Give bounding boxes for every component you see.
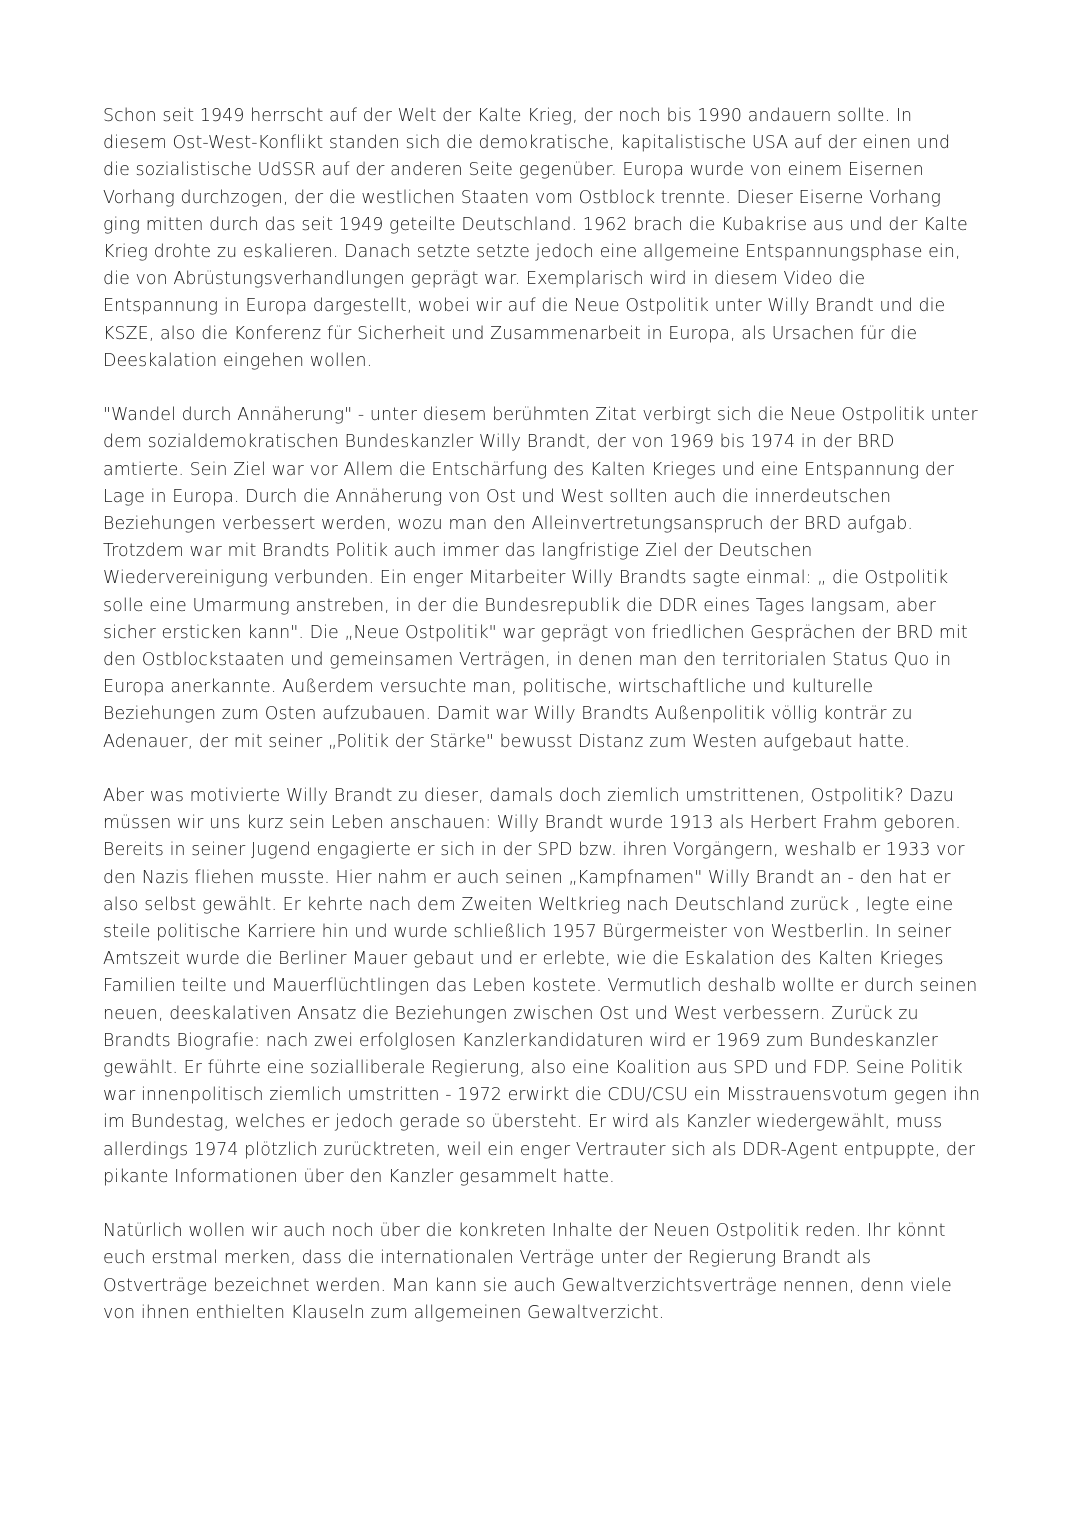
document-body <box>103 103 981 1354</box>
paragraph-intro-cold-war: Schon seit 1949 herrscht auf der Welt der Kalte Krieg, der noch bis 1990 andauern sollte. In diesem Ost-West-Konflikt standen sich die demokratische, kapitalistische USA auf der einen und die sozialistische UdSSR auf der anderen Seite gegenüber. Europa wurde von einem Eisernen Vorhang durchzogen, der die westlichen Staaten vom Ostblock trennte. Dieser Eiserne Vorhang ging mitten durch das seit 1949 geteilte Deutschland. 1962 brach die Kubakrise aus und der Kalte Krieg drohte zu eskalieren. Danach setzte setzte jedoch eine allgemeine Entspannungsphase ein, die von Abrüstungsverhandlungen geprägt war. Exemplarisch wird in diesem Video die Entspannung in Europa dargestellt, wobei wir auf die Neue Ostpolitik unter Willy Brandt und die KSZE, also die Konferenz für Sicherheit und Zusammenarbeit in Europa, als Ursachen für die Deeskalation eingehen wollen. <box>103 106 968 371</box>
paragraph-ostvertraege: Natürlich wollen wir auch noch über die konkreten Inhalte der Neuen Ostpolitik reden. Ihr könnt euch erstmal merken, dass die internationalen Verträge unter der Regierung Brandt als Ostverträge bezeichnet werden. Man kann sie auch Gewaltverzichtsverträge nennen, denn viele von ihnen enthielten Klauseln zum allgemeinen Gewaltverzicht. <box>103 1221 952 1323</box>
paragraph-willy-brandt-biography: Aber was motivierte Willy Brandt zu dieser, damals doch ziemlich umstrittenen, Ostpolitik? Dazu müssen wir uns kurz sein Leben anschauen: Willy Brandt wurde 1913 als Herbert Frahm geboren. Bereits in seiner Jugend engagierte er sich in der SPD bzw. ihren Vorgängern, weshalb er 1933 vor den Nazis fliehen musste. Hier nahm er auch seinen „Kampfnamen" Willy Brandt an - den hat er also selbst gewählt. Er kehrte nach dem Zweiten Weltkrieg nach Deutschland zurück , legte eine steile politische Karriere hin und wurde schließlich 1957 Bürgermeister von Westberlin. In seiner Amtszeit wurde die Berliner Mauer gebaut und er erlebte, wie die Eskalation des Kalten Krieges Familien teilte und Mauerflüchtlingen das Leben kostete. Vermutlich deshalb wollte er durch seinen neuen, deeskalativen Ansatz die Beziehungen zwischen Ost und West verbessern. Zurück zu Brandts Biografie: nach zwei erfolglosen Kanzlerkandidaturen wird er 1969 zum Bundeskanzler gewählt. Er führte eine sozialliberale Regierung, also eine Koalition aus SPD und FDP. Seine Politik war innenpolitisch ziemlich umstritten - 1972 erwirkt die CDU/CSU ein Misstrauensvotum gegen ihn im Bundestag, welches er jedoch gerade so übersteht. Er wird als Kanzler wiedergewählt, muss allerdings 1974 plötzlich zurücktreten, weil ein enger Vertrauter sich als DDR-Agent entpuppte, der pikante Informationen über den Kanzler gesammelt hatte. <box>103 786 981 1187</box>
paragraph-neue-ostpolitik: "Wandel durch Annäherung" - unter diesem berühmten Zitat verbirgt sich die Neue Ostpolitik unter dem sozialdemokratischen Bundeskanzler Willy Brandt, der von 1969 bis 1974 in der BRD amtierte. Sein Ziel war vor Allem die Entschärfung des Kalten Krieges und eine Entspannung der Lage in Europa. Durch die Annäherung von Ost und West sollten auch die innerdeutschen Beziehungen verbessert werden, wozu man den Alleinvertretungsanspruch der BRD aufgab. Trotzdem war mit Brandts Politik auch immer das langfristige Ziel der Deutschen Wiedervereinigung verbunden. Ein enger Mitarbeiter Willy Brandts sagte einmal: „ die Ostpolitik solle eine Umarmung anstreben, in der die Bundesrepublik die DDR eines Tages langsam, aber sicher ersticken kann". Die „Neue Ostpolitik" war geprägt von friedlichen Gesprächen der BRD mit den Ostblockstaaten und gemeinsamen Verträgen, in denen man den territorialen Status Quo in Europa anerkannte. Außerdem versuchte man, politische, wirtschaftliche und kulturelle Beziehungen zum Osten aufzubauen. Damit war Willy Brandts Außenpolitik völlig konträr zu Adenauer, der mit seiner „Politik der Stärke" bewusst Distanz zum Westen aufgebaut hatte. <box>103 405 978 752</box>
